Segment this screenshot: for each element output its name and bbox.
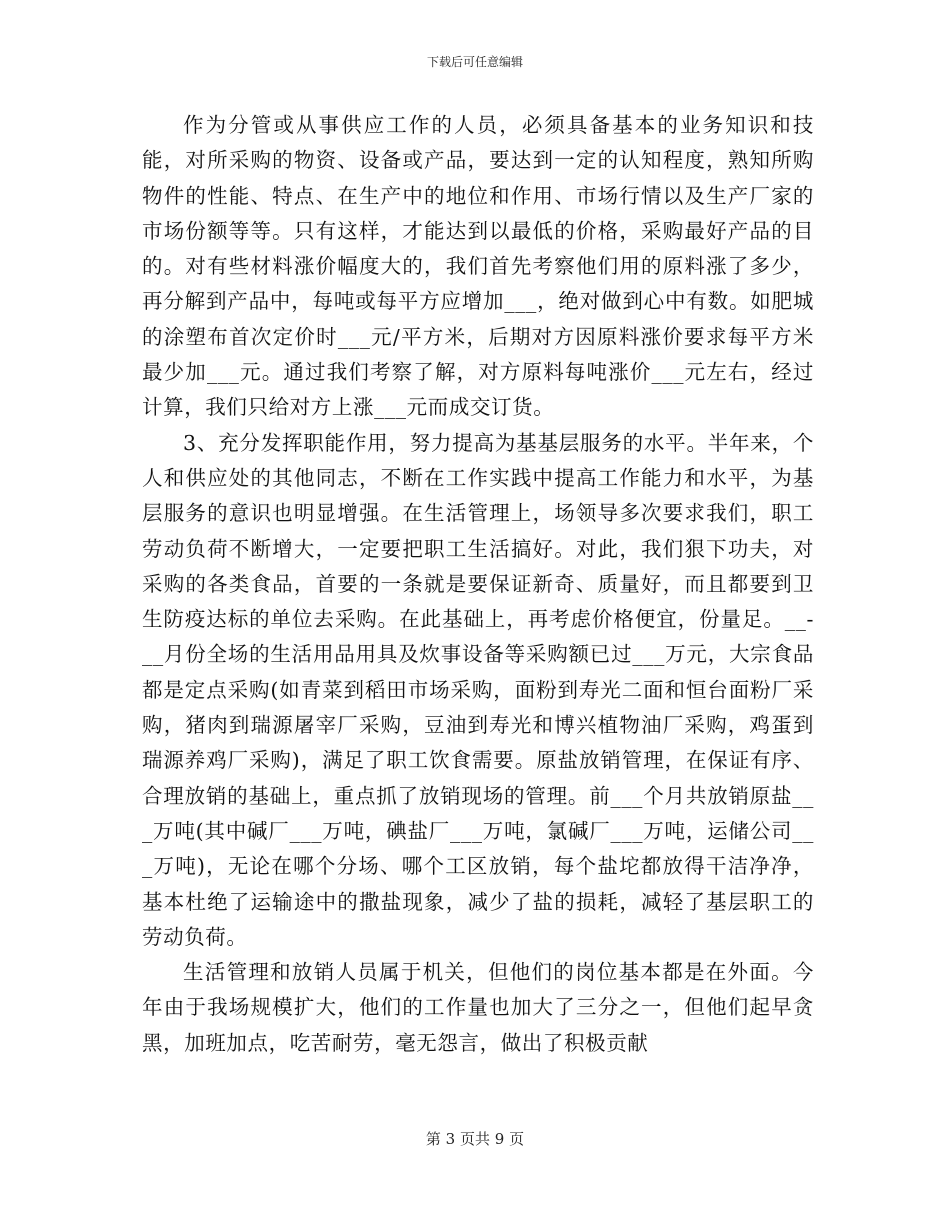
page-number: 第 3 页共 9 页 <box>425 1130 525 1148</box>
paragraph-service-level: 3、充分发挥职能作用，努力提高为基基层服务的水平。半年来，个人和供应处的其他同志，不断在工作实践中提高工作能力和水平，为基层服务的意识也明显增强。在生活管理上，场领导多次要求我们，职工劳动负荷不断增大，一定要把职工生活搞好。对此，我们狠下功夫，对采购的各类食品，首要的一条就是要保证新奇、质量好，而且都要到卫生防疫达标的单位去采购。在此基础上，再考虑价格便宜，份量足。__-__月份全场的生活用品用具及炊事设备等采购额已过___万元，大宗食品都是定点采购(如青菜到稻田市场采购，面粉到寿光二面和恒台面粉厂采购，猪肉到瑞源屠宰厂采购，豆油到寿光和博兴植物油厂采购，鸡蛋到瑞源养鸡厂采购)，满足了职工饮食需要。原盐放销管理，在保证有序、合理放销的基础上，重点抓了放销现场的管理。前___个月共放销原盐___万吨(其中碱厂___万吨，碘盐厂___万吨，氯碱厂___万吨，运储公司___万吨)，无论在哪个分场、哪个工区放销，每个盐坨都放得干洁净净，基本杜绝了运输途中的撒盐现象，减少了盐的损耗，减轻了基层职工的劳动负荷。 <box>142 430 814 949</box>
document-body <box>142 108 814 1061</box>
page-header-note: 下载后可任意编辑 <box>426 55 523 69</box>
paragraph-procurement-knowledge: 作为分管或从事供应工作的人员，必须具备基本的业务知识和技能，对所采购的物资、设备或产品，要达到一定的认知程度，熟知所购物件的性能、特点、在生产中的地位和作用、市场行情以及生产厂家的市场份额等等。只有这样，才能达到以最低的价格，采购最好产品的目的。对有些材料涨价幅度大的，我们首先考察他们用的原料涨了多少，再分解到产品中，每吨或每平方应增加___，绝对做到心中有数。如肥城的涂塑布首次定价时___元/平方米，后期对方因原料涨价要求每平方米最少加___元。通过我们考察了解，对方原料每吨涨价___元左右，经过计算，我们只给对方上涨___元而成交订货。 <box>142 113 814 420</box>
paragraph-staff-contribution: 生活管理和放销人员属于机关，但他们的岗位基本都是在外面。今年由于我场规模扩大，他们的工作量也加大了三分之一，但他们起早贪黑，加班加点，吃苦耐劳，毫无怨言，做出了积极贡献 <box>142 960 814 1055</box>
